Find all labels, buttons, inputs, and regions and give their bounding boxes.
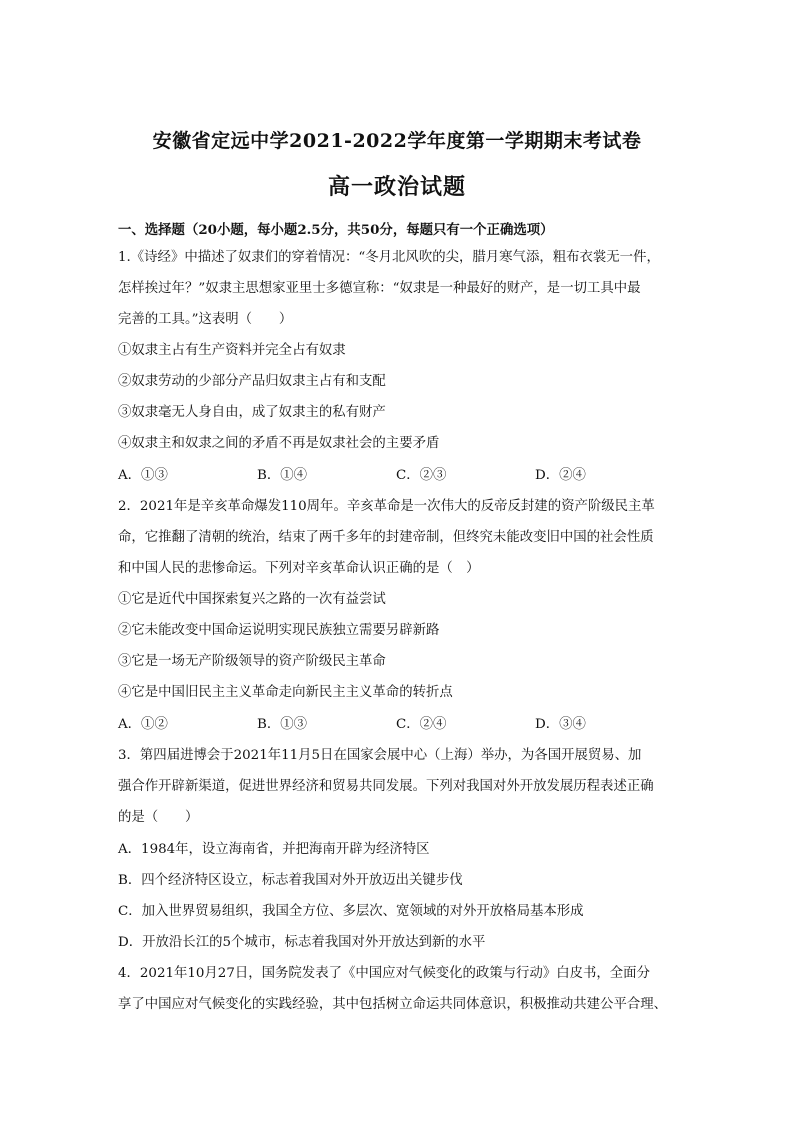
- q3-stem-line: 3．第四届进博会于2021年11月5日在国家会展中心（上海）举办，为各国开展贸易、加: [118, 748, 642, 763]
- q1-option-d: D．②④: [535, 468, 586, 483]
- q1-stem-line: 完善的工具。”这表明（ ）: [118, 312, 293, 327]
- q1-item: ②奴隶劳动的少部分产品归奴隶主占有和支配: [118, 374, 386, 389]
- q2-option-d: D．③④: [535, 717, 586, 732]
- q3-choice-b: B．四个经济特区设立，标志着我国对外开放迈出关键步伐: [118, 873, 463, 888]
- q3-choice-c: C．加入世界贸易组织，我国全方位、多层次、宽领域的对外开放格局基本形成: [118, 904, 584, 919]
- exam-title: 安徽省定远中学2021-2022学年度第一学期期末考试卷: [152, 130, 642, 152]
- section-heading: 一、选择题（20小题，每小题2.5分，共50分，每题只有一个正确选项）: [118, 222, 554, 238]
- q1-item: ④奴隶主和奴隶之间的矛盾不再是奴隶社会的主要矛盾: [118, 436, 440, 451]
- q2-stem-line: 命，它推翻了清朝的统治，结束了两千多年的封建帝制，但终究未能改变旧中国的社会性质: [118, 530, 654, 545]
- q1-option-b: B．①④: [257, 468, 308, 483]
- q2-item: ②它未能改变中国命运说明实现民族独立需要另辟新路: [118, 623, 440, 638]
- q1-stem-line: 1.《诗经》中描述了奴隶们的穿着情况：“冬月北风吹的尖，腊月寒气添，粗布衣裳无一件，: [118, 250, 660, 265]
- q2-option-c: C．②④: [396, 717, 447, 732]
- q3-choice-d: D．开放沿长江的5个城市，标志着我国对外开放达到新的水平: [118, 935, 486, 950]
- exam-subtitle: 高一政治试题: [327, 174, 466, 200]
- q2-stem-line: 2．2021年是辛亥革命爆发110周年。辛亥革命是一次伟大的反帝反封建的资产阶级民主革: [118, 499, 655, 514]
- q2-item: ④它是中国旧民主主义革命走向新民主主义革命的转折点: [118, 685, 453, 700]
- q1-option-a: A．①③: [118, 468, 168, 483]
- q2-item: ①它是近代中国探索复兴之路的一次有益尝试: [118, 592, 386, 607]
- q2-option-b: B．①③: [257, 717, 308, 732]
- q3-choice-a: A．1984年，设立海南省，并把海南开辟为经济特区: [118, 842, 430, 857]
- q1-item: ③奴隶毫无人身自由，成了奴隶主的私有财产: [118, 405, 386, 420]
- q3-stem-line: 强合作开辟新渠道，促进世界经济和贸易共同发展。下列对我国对外开放发展历程表述正确: [118, 779, 654, 794]
- q1-stem-line: 怎样挨过年？”奴隶主思想家亚里士多德宣称：“奴隶是一种最好的财产，是一切工具中最: [118, 281, 641, 296]
- q4-stem-line: 4．2021年10月27日，国务院发表了《中国应对气候变化的政策与行动》白皮书，全面分: [118, 966, 650, 981]
- q4-stem-line: 享了中国应对气候变化的实践经验，其中包括树立命运共同体意识，积极推动共建公平合理、: [118, 997, 668, 1012]
- q1-option-c: C．②③: [396, 468, 447, 483]
- q3-stem-line: 的是（ ）: [118, 810, 199, 825]
- q2-item: ③它是一场无产阶级领导的资产阶级民主革命: [118, 654, 386, 669]
- q2-stem-line: 和中国人民的悲惨命运。下列对辛亥革命认识正确的是（ ）: [118, 561, 480, 576]
- q1-item: ①奴隶主占有生产资料并完全占有奴隶: [118, 343, 346, 358]
- q2-option-a: A．①②: [118, 717, 168, 732]
